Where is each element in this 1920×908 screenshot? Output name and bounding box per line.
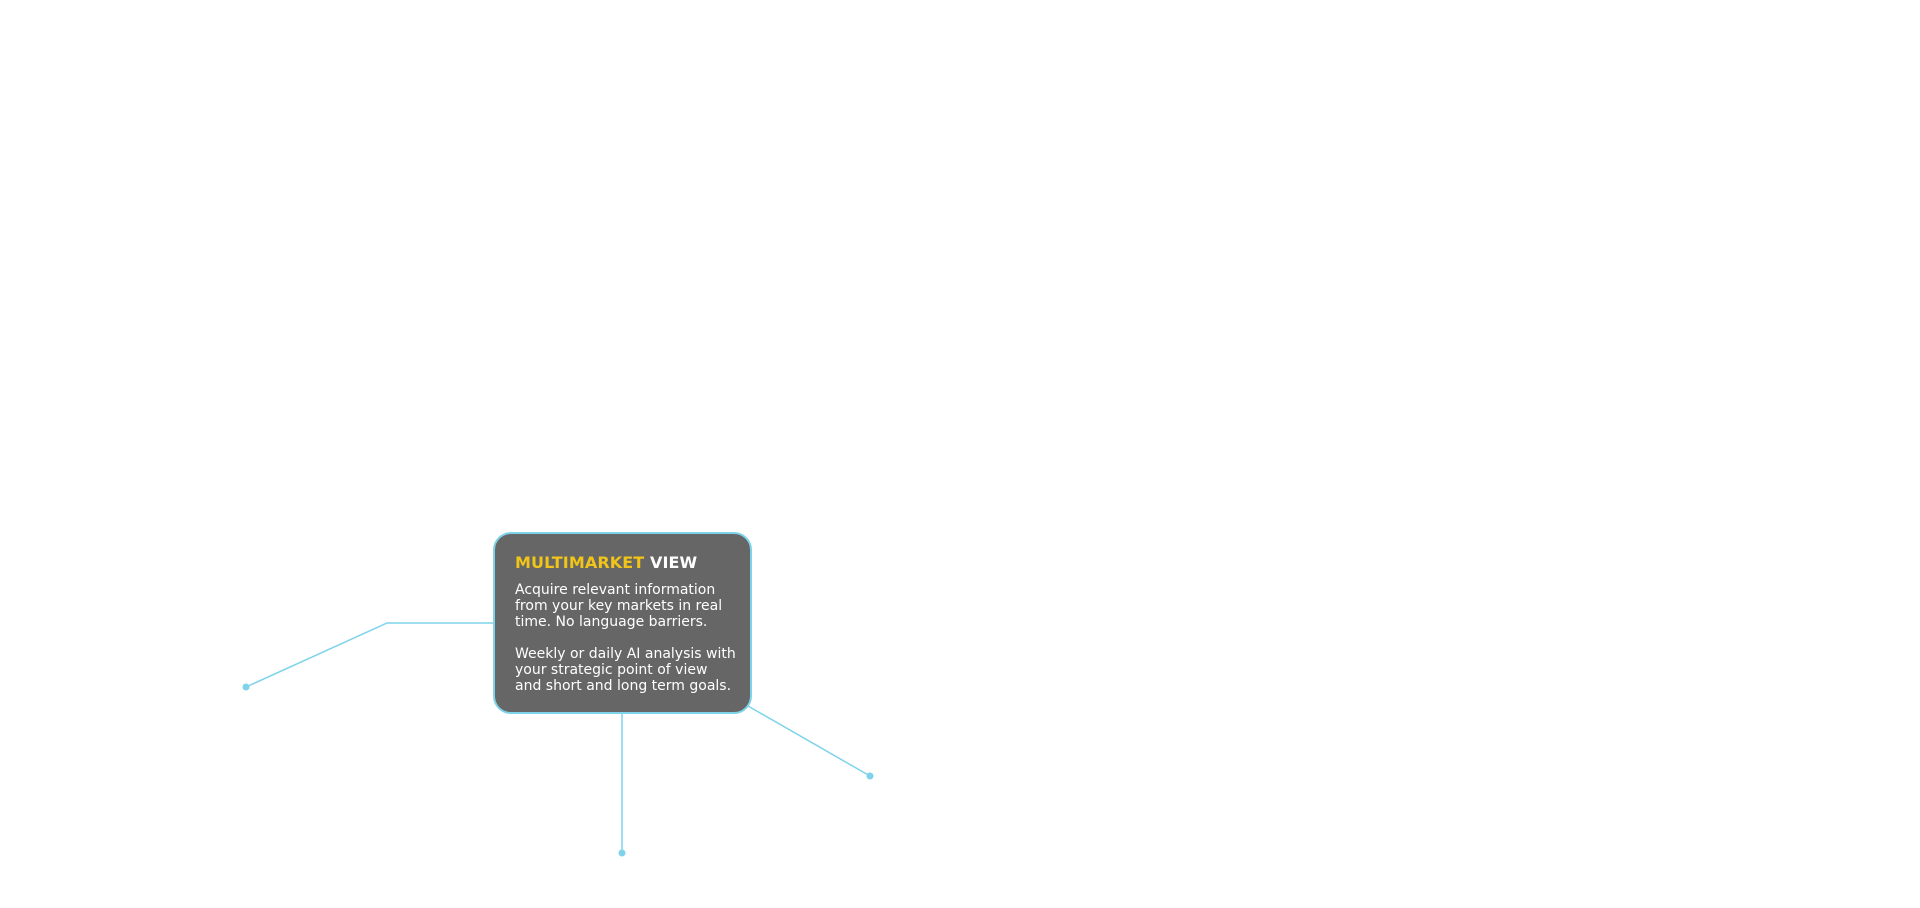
card-title-rest: VIEW [644,553,698,572]
card-paragraph-1: Acquire relevant information from your key markets in real time. No language barriers. [515,582,723,630]
card-paragraph-2: Weekly or daily AI analysis with your strategic point of view and short and long term goals. [515,646,736,694]
card-title [515,553,736,572]
connector-bottom-dot [619,850,626,857]
card-title-accent: MULTIMARKET [515,553,645,572]
connector-right-dot [867,773,874,780]
connector-left-dot [243,684,250,691]
multimarket-view-card [493,532,752,714]
connector-left [246,623,494,687]
connector-right [748,706,870,776]
